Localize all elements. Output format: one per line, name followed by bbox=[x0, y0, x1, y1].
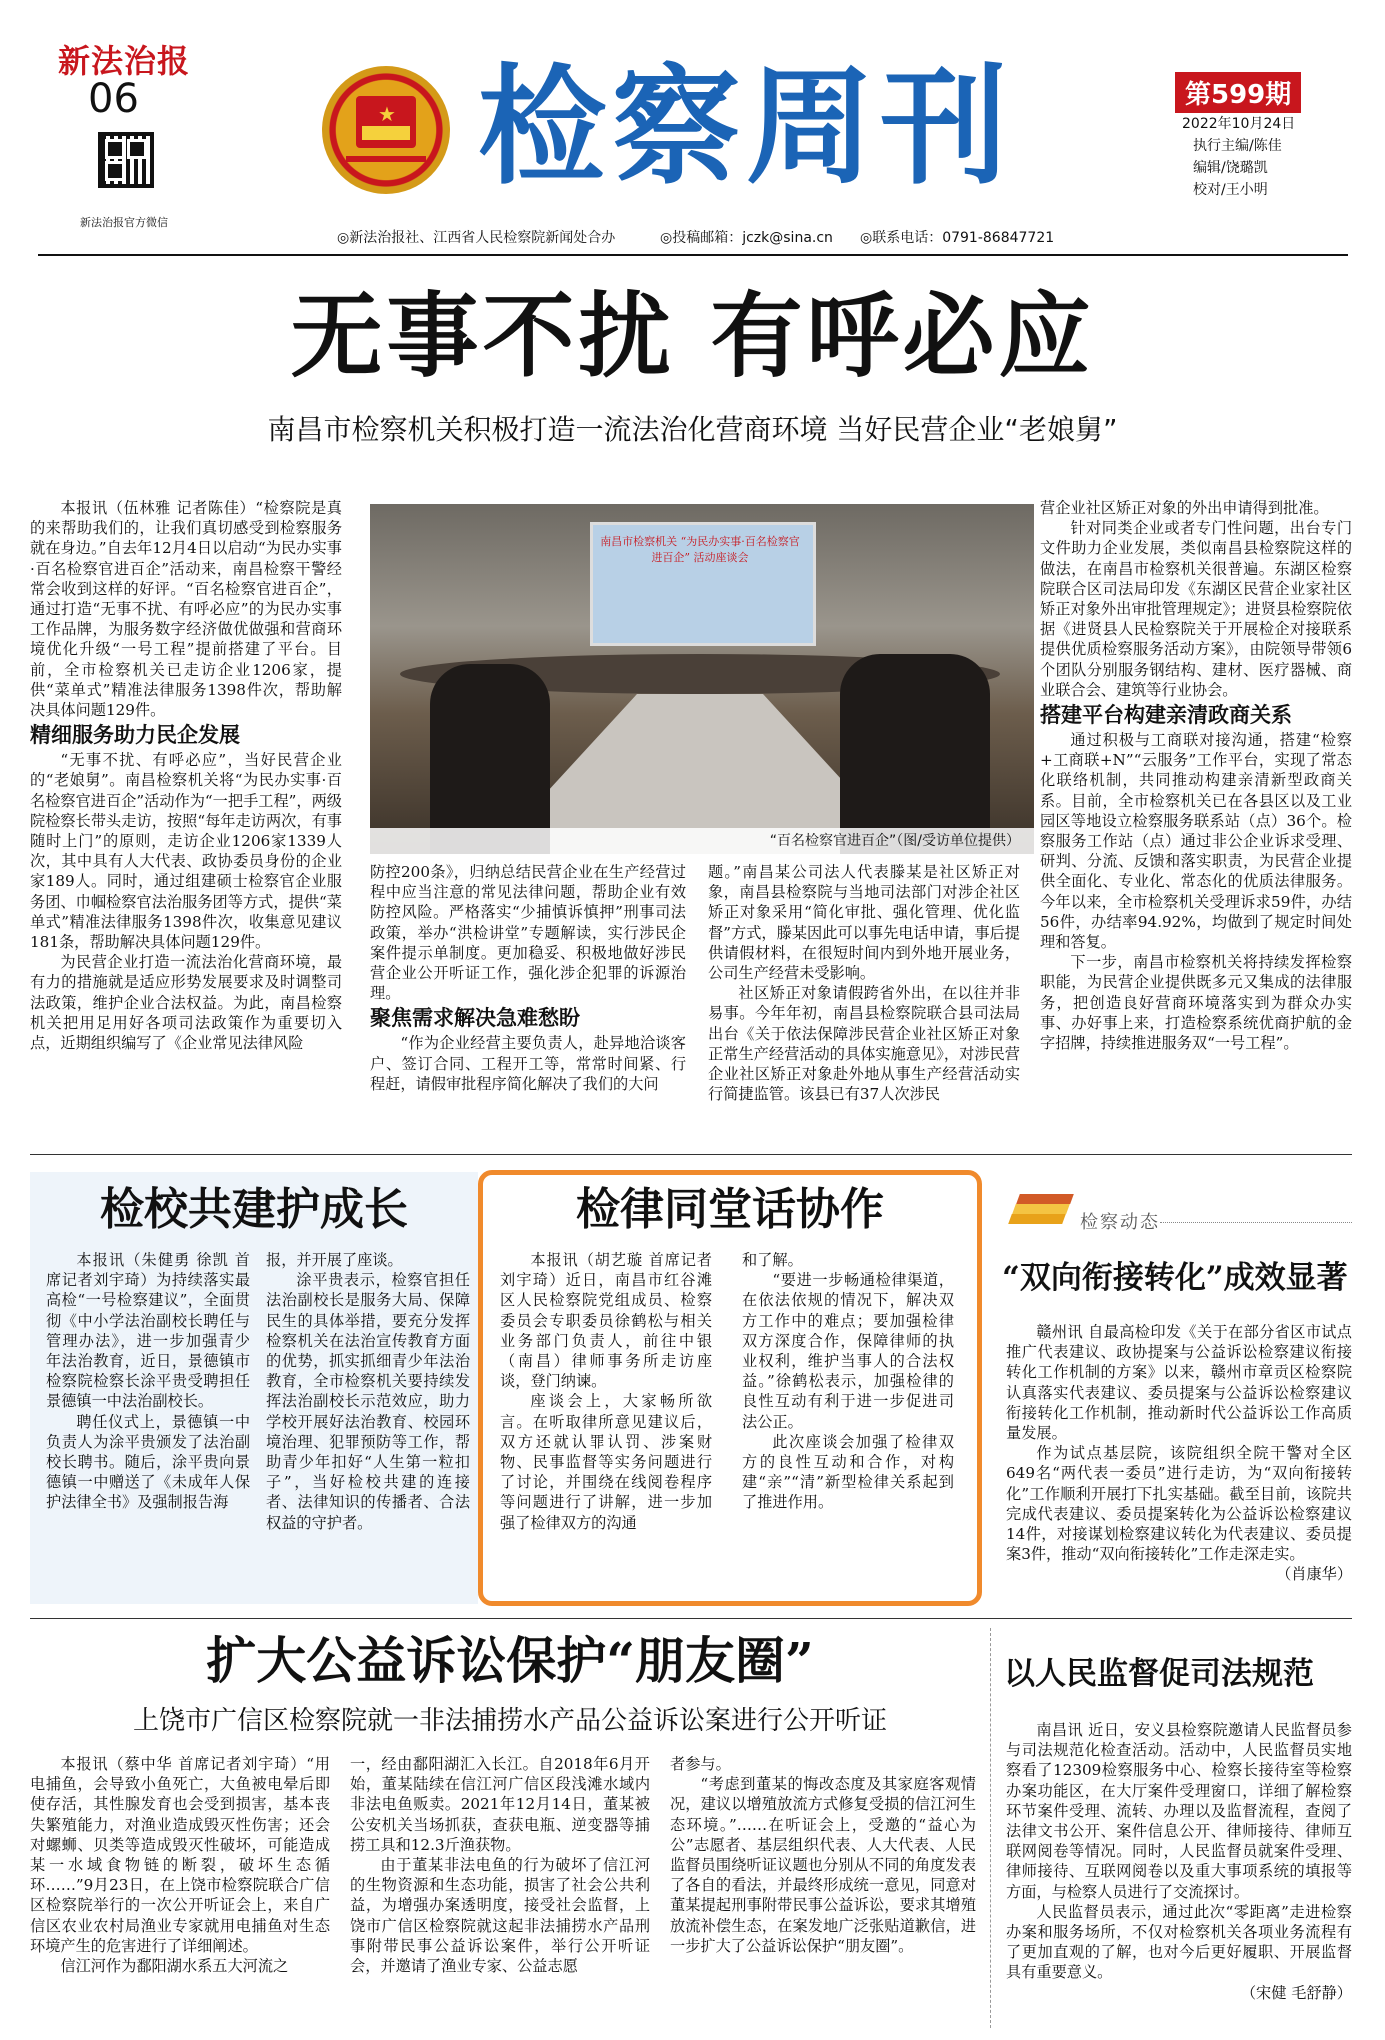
meeting-photo bbox=[370, 504, 1034, 854]
school-paragraph: 本报讯（朱健勇 徐凯 首席记者刘宇琦）为持续落实最高检“一号检察建议”，全面贯彻《中小学法治副校长聘任与管理办法》，进一步加强青少年法治教育，近日，景德镇市检察院检察长涂平贵受聘担任景德镇一中法治副校长。 bbox=[46, 1251, 250, 1411]
school-column-1 bbox=[46, 1250, 250, 1594]
dynamics-byline: （肖康华） bbox=[1276, 1565, 1352, 1584]
lead-headline: 无事不扰 有呼必应 bbox=[290, 283, 1095, 390]
lead-subhead-2: 聚焦需求解决急难愁盼 bbox=[370, 1006, 580, 1031]
supervisor-headline: 以人民监督促司法规范 bbox=[1004, 1656, 1314, 1692]
publication-title: 检察周刊 bbox=[478, 53, 1015, 202]
qr-caption: 新法治报官方微信 bbox=[80, 216, 168, 229]
lead-paragraph: 针对同类企业或者专门性问题，出台专门文件助力企业发展，类似南昌县检察院这样的做法，在南昌市检察机关很普遍。东湖区检察院联合区司法局印发《东湖区民营企业家社区矫正对象外出审批管理规定》；进贤县检察院依据《进贤县人民检察院关于开展检企对接联系提供优质检察服务活动方案》，由院领导带领6个团队分别服务钢结构、建材、医疗器械、商业联合会、建筑等行业协会。 bbox=[1040, 519, 1352, 699]
supervisor-paragraph: 人民监督员表示，通过此次“零距离”走进检察办案和服务场所，不仅对检察机关各项业务流程有了更加直观的了解，也对今后更好履职、开展监督具有重要意义。 bbox=[1006, 1902, 1352, 1982]
info-email: ◎投稿邮箱：jczk@sina.cn bbox=[660, 230, 833, 246]
issue-date: 2022年10月24日 bbox=[1182, 116, 1296, 132]
lawyer-paragraph: 本报讯（胡艺璇 首席记者刘宇琦）近日，南昌市红谷滩区人民检察院党组成员、检察委员会专职委员徐鹤松与相关业务部门负责人，前往中银（南昌）律师事务所走访座谈，登门纳谏。 bbox=[500, 1251, 712, 1391]
lead-paragraph: 题。”南昌某公司法人代表滕某是社区矫正对象，南昌县检察院与当地司法部门对涉企社区矫正对象采用“简化审批、强化管理、优化监督”方式，滕某因此可以事先电话申请，事后提供请假材料，在很短时间内到外地开展业务，公司生产经营未受影响。 bbox=[708, 863, 1020, 983]
bottom-column-2 bbox=[350, 1754, 650, 2030]
school-paragraph: 报，并开展了座谈。 bbox=[266, 1251, 403, 1269]
page-number: 06 bbox=[88, 76, 139, 122]
issue-badge: 第599期 bbox=[1175, 72, 1301, 113]
lawyer-headline: 检律同堂话协作 bbox=[576, 1184, 884, 1235]
photo-caption: “百名检察官进百企”（图/受访单位提供） bbox=[769, 833, 1020, 849]
column-rule bbox=[990, 1628, 991, 2028]
lead-paragraph: 社区矫正对象请假跨省外出，在以往并非易事。今年年初，南昌县检察院联合县司法局出台《关于依法保障涉民营企业社区矫正对象正常生产经营活动的具体实施意见》，对涉民营企业社区矫正对象赴外地从事生产经营活动实行简捷监管。该县已有37人次涉民 bbox=[708, 984, 1020, 1104]
info-phone: ◎联系电话：0791-86847721 bbox=[860, 230, 1055, 246]
bottom-paragraph: 本报讯（蔡中华 首席记者刘宇琦）“用电捕鱼，会导致小鱼死亡，大鱼被电晕后即使存活，其性腺发育也会受到损害，基本丧失繁殖能力，对渔业造成毁灭性伤害；还会对螺蛳、贝类等造成毁灭性破坏，可能造成某一水域食物链的断裂，破坏生态循环……”9月23日，在上饶市检察院联合广信区检察院举行的一次公开听证会上，来自广信区农业农村局渔业专家就用电捕鱼对生态环境产生的危害进行了详细阐述。 bbox=[30, 1755, 330, 1955]
dynamics-paragraph: 赣州讯 自最高检印发《关于在部分省区市试点推广代表建议、政协提案与公益诉讼检察建议衔接转化工作机制的方案》以来，赣州市章贡区检察院认真落实代表建议、委员提案与公益诉讼检察建议衔接转化工作机制，推动新时代公益诉讼工作高质量发展。 bbox=[1006, 1323, 1352, 1443]
bottom-paragraph: “考虑到董某的悔改态度及其家庭客观情况，建议以增殖放流方式修复受损的信江河生态环境。”……在听证会上，受邀的“益心为公”志愿者、基层组织代表、人大代表、人民监督员围绕听证议题也分别从不同的角度发表了各自的看法，并最终形成统一意见，同意对董某提起刑事附带民事公益诉讼，要求其增殖放流补偿生态，在案发地广泛张贴道歉信，进一步扩大了公益诉讼保护“朋友圈”。 bbox=[670, 1775, 976, 1955]
dynamics-tag-rule bbox=[1160, 1222, 1352, 1223]
lawyer-column-2 bbox=[742, 1250, 954, 1594]
lead-paragraph: 为民营企业打造一流法治化营商环境，最有力的措施就是适应形势发展要求及时调整司法政策，维护企业合法权益。为此，南昌检察机关把用足用好各项司法政策作为重要切入点，近期组织编写了《企业常见法律风险 bbox=[30, 953, 342, 1053]
school-headline: 检校共建护成长 bbox=[100, 1184, 408, 1235]
supervisor-byline: （宋健 毛舒静） bbox=[1240, 1983, 1352, 2002]
bottom-paragraph: 者参与。 bbox=[670, 1755, 731, 1773]
lead-subheadline: 南昌市检察机关积极打造一流法治化营商环境 当好民营企业“老娘舅” bbox=[267, 413, 1118, 446]
section-divider bbox=[30, 1618, 1352, 1619]
lead-paragraph: 通过积极与工商联对接沟通，搭建“检察+工商联+N”“云服务”工作平台，实现了常态化联络机制，共同推动构建亲清新型政商关系。目前，全市检察机关已在各县区以及工业园区等地设立检察服务联系站（点）36个。检察服务工作站（点）通过非公企业诉求受理、研判、分流、反馈和落实职责，为民营企业提供全面化、专业化、常态化的优质法律服务。今年以来，全市检察机关受理诉求59件，办结56件，办结率94.92%，均做到了规定时间处理和答复。 bbox=[1040, 731, 1352, 952]
lead-column-3 bbox=[708, 862, 1020, 1138]
lawyer-column-1 bbox=[500, 1250, 712, 1594]
qr-code-icon bbox=[98, 132, 154, 188]
school-paragraph: 聘任仪式上，景德镇一中负责人为涂平贵颁发了法治副校长聘书。随后，涂平贵向景德镇一中赠送了《未成年人保护法律全书》及强制报告海 bbox=[46, 1412, 250, 1512]
chief-editor: 执行主编/陈佳 bbox=[1193, 138, 1282, 154]
lead-paragraph: “无事不扰、有呼必应”，当好民营企业的“老娘舅”。南昌检察机关将“为民办实事·百名检察官进百企”活动作为“一把手工程”，两级院检察长带头走访，按照“每年走访两次，有事随时上门”的原则，走访企业1206家1339人次，其中具有人大代表、政协委员身份的企业家189人。同时，通过组建硕士检察官企业服务团、巾帼检察官法治服务团等方式，提供“菜单式”精准法律服务1398件次，收集意见建议181条，帮助解决具体问题129件。 bbox=[30, 751, 342, 952]
proofreader: 校对/王小明 bbox=[1193, 182, 1268, 198]
bottom-column-3 bbox=[670, 1754, 976, 2030]
lead-column-2 bbox=[370, 862, 686, 1138]
lawyer-paragraph: 和了解。 bbox=[742, 1251, 803, 1269]
supervisor-paragraph: 南昌讯 近日，安义县检察院邀请人民监督员参与司法规范化检查活动。活动中，人民监督员实地察看了12309检察服务中心、检察长接待室等检察办案功能区，在大厅案件受理窗口，详细了解检察环节案件受理、流转、办理以及监督流程，查阅了法律文书公开、案件信息公开、律师接待、律师互联网阅卷等情况。同时，人民监督员就案件受理、律师接待、互联网阅卷以及重大事项系统的填报等方面，与检察人员进行了交流探讨。 bbox=[1006, 1721, 1352, 1901]
lead-column-1 bbox=[30, 498, 342, 1138]
lead-paragraph: “作为企业经营主要负责人，赴异地洽谈客户、签订合同、工程开工等，常常时间紧、行程赶，请假审批程序简化解决了我们的大问 bbox=[370, 1034, 686, 1093]
lead-paragraph: 下一步，南昌市检察机关将持续发挥检察职能，为民营企业提供既多元又集成的法律服务，把创造良好营商环境落实到为群众办实事、办好事上来，打造检察系统优商护航的金字招牌，持续推进服务双“一号工程”。 bbox=[1040, 953, 1352, 1053]
dynamics-column bbox=[1006, 1322, 1352, 1602]
school-column-2 bbox=[266, 1250, 470, 1594]
lawyer-paragraph: 此次座谈会加强了检律双方的良性互动和合作，对构建“亲”“清”新型检律关系起到了推进作用。 bbox=[742, 1432, 954, 1512]
bottom-subheadline: 上饶市广信区检察院就一非法捕捞水产品公益诉讼案进行公开听证 bbox=[132, 1706, 887, 1736]
info-sponsor: ◎新法治报社、江西省人民检察院新闻处合办 bbox=[337, 230, 616, 246]
lead-column-4 bbox=[1040, 498, 1352, 1138]
section-divider bbox=[30, 1154, 1352, 1155]
masthead-divider bbox=[38, 254, 1348, 256]
editor: 编辑/饶璐凯 bbox=[1193, 160, 1268, 176]
lawyer-paragraph: “要进一步畅通检律渠道，在依法依规的情况下，解决双方工作中的难点；要加强检律双方深度合作，保障律师的执业权利，维护当事人的合法权益。”徐鹤松表示，加强检律的良性互动有利于进一步促进司法公正。 bbox=[742, 1271, 954, 1431]
paper-name: 新法治报 bbox=[58, 42, 191, 80]
dynamics-headline: “双向衔接转化”成效显著 bbox=[1002, 1260, 1348, 1296]
lead-paragraph: 营企业社区矫正对象的外出申请得到批准。 bbox=[1040, 499, 1329, 517]
bottom-paragraph: 信江河作为鄱阳湖水系五大河流之 bbox=[60, 1957, 289, 1976]
bottom-paragraph: 由于董某非法电鱼的行为破坏了信江河的生物资源和生态功能，损害了社会公共利益，为增强办案透明度，接受社会监督，上饶市广信区检察院就这起非法捕捞水产品刑事附带民事公益诉讼案件，举行公开听证会，并邀请了渔业专家、公益志愿 bbox=[350, 1856, 650, 1976]
procuratorate-emblem-icon: ★ bbox=[322, 66, 450, 194]
dynamics-paragraph: 作为试点基层院，该院组织全院干警对全区649名“两代表一委员”进行走访，为“双向衔接转化”工作顺利开展打下扎实基础。截至目前，该院共完成代表建议、委员提案转化为公益诉讼检察建议14件，对接谋划检察建议转化为代表建议、委员提案3件，推动“双向衔接转化”工作走深走实。 bbox=[1006, 1444, 1352, 1564]
lawyer-paragraph: 座谈会上，大家畅所欲言。在听取律所意见建议后，双方还就认罪认罚、涉案财物、民事监督等实务问题进行了讨论，并围绕在线阅卷程序等问题进行了讲解，进一步加强了检律双方的沟通 bbox=[500, 1392, 712, 1532]
lead-subhead-3: 搭建平台构建亲清政商关系 bbox=[1040, 703, 1292, 728]
lead-paragraph: 本报讯（伍林雅 记者陈佳）“检察院是真的来帮助我们的，让我们真切感受到检察服务就在身边。”自去年12月4日以启动“为民办实事·百名检察官进百企”活动来，南昌检察干警经常会收到这样的好评。“百名检察官进百企”，通过打造“无事不扰、有呼必应”的为民办实事工作品牌，为服务数字经济做优做强和营商环境优化升级“一号工程”提前搭建了平台。目前，全市检察机关已走访企业1206家，提供“菜单式”精准法律服务1398件次，帮助解决具体问题129件。 bbox=[30, 499, 342, 720]
lead-paragraph: 防控200条》，归纳总结民营企业在生产经营过程中应当注意的常见法律问题，帮助企业有效防控风险。严格落实“少捕慎诉慎押”刑事司法政策，举办“洪检讲堂”专题解读，实行涉民企案件提示单制度。更加稳妥、积极地做好涉民营企业公开听证工作，强化涉企犯罪的诉源治理。 bbox=[370, 863, 686, 1003]
photo-banner: 南昌市检察机关 “为民办实事·百名检察官进百企” 活动座谈会 bbox=[600, 535, 800, 564]
bottom-column-1 bbox=[30, 1754, 330, 2030]
lead-subhead-1: 精细服务助力民企发展 bbox=[30, 723, 240, 748]
bottom-headline: 扩大公益诉讼保护“朋友圈” bbox=[206, 1631, 814, 1690]
supervisor-column bbox=[1006, 1720, 1352, 2030]
books-icon bbox=[1010, 1194, 1070, 1236]
dynamics-tag: 检察动态 bbox=[1080, 1212, 1160, 1233]
bottom-paragraph: 一，经由鄱阳湖汇入长江。自2018年6月开始，董某陆续在信江河广信区段浅滩水域内非法电鱼贩卖。2021年12月14日，董某被公安机关当场抓获，查获电瓶、逆变器等捕捞工具和12.3斤渔获物。 bbox=[350, 1755, 650, 1854]
school-paragraph: 涂平贵表示，检察官担任法治副校长是服务大局、保障民生的具体举措，要充分发挥检察机关在法治宣传教育方面的优势，抓实抓细青少年法治教育，全市检察机关要持续发挥法治副校长示范效应，助力学校开展好法治教育、校园环境治理、犯罪预防等工作，帮助青少年扣好“人生第一粒扣子”，当好检校共建的连接者、法律知识的传播者、合法权益的守护者。 bbox=[266, 1271, 470, 1532]
